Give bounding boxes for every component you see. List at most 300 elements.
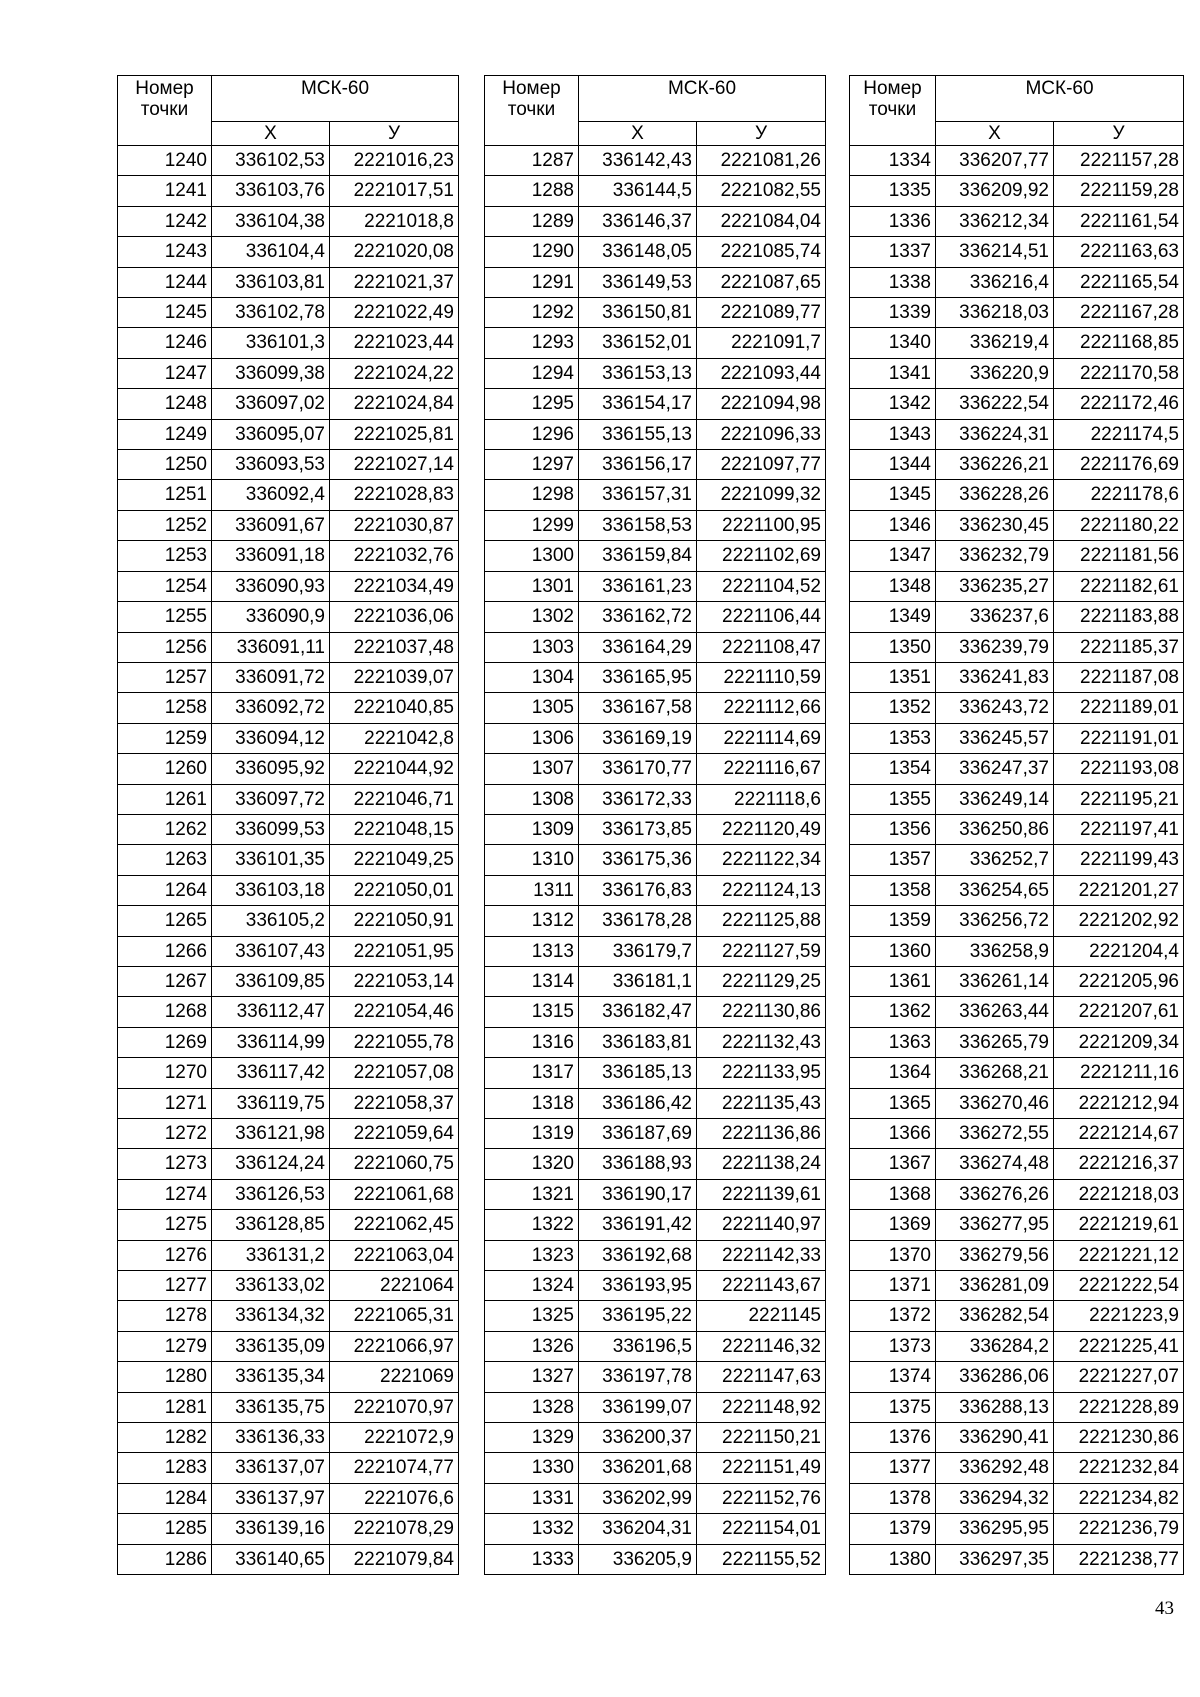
point-number-cell: 1343	[850, 419, 936, 449]
point-number-cell: 1353	[850, 723, 936, 753]
x-coordinate-cell: 336136,33	[212, 1423, 330, 1453]
table-row	[118, 298, 459, 328]
point-number-cell: 1293	[485, 328, 579, 358]
x-coordinate-cell: 336224,31	[936, 419, 1054, 449]
y-coordinate-cell: 2221195,21	[1054, 784, 1184, 814]
x-coordinate-cell: 336222,54	[936, 389, 1054, 419]
point-number-cell: 1351	[850, 662, 936, 692]
table-row	[850, 662, 1184, 692]
y-coordinate-cell: 2221036,06	[330, 602, 459, 632]
table-row	[118, 450, 459, 480]
point-number-cell: 1337	[850, 237, 936, 267]
x-coordinate-cell: 336232,79	[936, 541, 1054, 571]
point-number-cell: 1375	[850, 1392, 936, 1422]
x-coordinate-cell: 336150,81	[579, 298, 697, 328]
table-row	[850, 754, 1184, 784]
y-coordinate-cell: 2221221,12	[1054, 1240, 1184, 1270]
x-coordinate-cell: 336155,13	[579, 419, 697, 449]
table-row	[850, 176, 1184, 206]
x-coordinate-cell: 336261,14	[936, 966, 1054, 996]
point-number-cell: 1363	[850, 1027, 936, 1057]
point-number-cell: 1277	[118, 1271, 212, 1301]
coord-table-1	[117, 75, 459, 1575]
y-coordinate-cell: 2221130,86	[697, 997, 826, 1027]
point-number-cell: 1318	[485, 1088, 579, 1118]
point-number-cell: 1362	[850, 997, 936, 1027]
point-number-cell: 1320	[485, 1149, 579, 1179]
table-row	[118, 1240, 459, 1270]
point-number-cell: 1367	[850, 1149, 936, 1179]
x-coordinate-cell: 336099,53	[212, 814, 330, 844]
point-number-cell: 1332	[485, 1514, 579, 1544]
y-coordinate-cell: 2221099,32	[697, 480, 826, 510]
table-row	[118, 1544, 459, 1574]
y-coordinate-cell: 2221023,44	[330, 328, 459, 358]
point-number-cell: 1274	[118, 1179, 212, 1209]
table-row	[485, 784, 826, 814]
x-coordinate-cell: 336292,48	[936, 1453, 1054, 1483]
x-coordinate-cell: 336270,46	[936, 1088, 1054, 1118]
point-number-cell: 1242	[118, 206, 212, 236]
point-number-cell: 1368	[850, 1179, 936, 1209]
x-coordinate-cell: 336192,68	[579, 1240, 697, 1270]
x-coordinate-cell: 336200,37	[579, 1423, 697, 1453]
x-coordinate-cell: 336282,54	[936, 1301, 1054, 1331]
table-row	[850, 1544, 1184, 1574]
header-y: У	[330, 122, 459, 146]
point-number-cell: 1344	[850, 450, 936, 480]
y-coordinate-cell: 2221097,77	[697, 450, 826, 480]
point-number-cell: 1352	[850, 693, 936, 723]
x-coordinate-cell: 336090,93	[212, 571, 330, 601]
table-row	[850, 1271, 1184, 1301]
x-coordinate-cell: 336188,93	[579, 1149, 697, 1179]
point-number-cell: 1378	[850, 1483, 936, 1513]
table-row	[850, 632, 1184, 662]
y-coordinate-cell: 2221102,69	[697, 541, 826, 571]
point-number-cell: 1338	[850, 267, 936, 297]
x-coordinate-cell: 336204,31	[579, 1514, 697, 1544]
table-row	[118, 784, 459, 814]
point-number-cell: 1364	[850, 1058, 936, 1088]
point-number-cell: 1290	[485, 237, 579, 267]
y-coordinate-cell: 2221178,6	[1054, 480, 1184, 510]
x-coordinate-cell: 336214,51	[936, 237, 1054, 267]
table-row	[850, 328, 1184, 358]
x-coordinate-cell: 336104,4	[212, 237, 330, 267]
table-row	[850, 784, 1184, 814]
y-coordinate-cell: 2221176,69	[1054, 450, 1184, 480]
point-number-cell: 1310	[485, 845, 579, 875]
table-row	[850, 237, 1184, 267]
table-row	[118, 632, 459, 662]
point-number-cell: 1258	[118, 693, 212, 723]
y-coordinate-cell: 2221165,54	[1054, 267, 1184, 297]
table-row	[118, 1058, 459, 1088]
x-coordinate-cell: 336101,3	[212, 328, 330, 358]
y-coordinate-cell: 2221148,92	[697, 1392, 826, 1422]
y-coordinate-cell: 2221167,28	[1054, 298, 1184, 328]
point-number-cell: 1297	[485, 450, 579, 480]
point-number-cell: 1342	[850, 389, 936, 419]
table-row	[850, 389, 1184, 419]
table-row	[485, 1544, 826, 1574]
y-coordinate-cell: 2221058,37	[330, 1088, 459, 1118]
table-row	[850, 146, 1184, 176]
point-number-cell: 1291	[485, 267, 579, 297]
y-coordinate-cell: 2221053,14	[330, 966, 459, 996]
y-coordinate-cell: 2221155,52	[697, 1544, 826, 1574]
point-number-cell: 1312	[485, 906, 579, 936]
x-coordinate-cell: 336195,22	[579, 1301, 697, 1331]
x-coordinate-cell: 336165,95	[579, 662, 697, 692]
y-coordinate-cell: 2221201,27	[1054, 875, 1184, 905]
table-row	[485, 1514, 826, 1544]
table-row	[118, 1271, 459, 1301]
point-number-cell: 1360	[850, 936, 936, 966]
point-number-cell: 1330	[485, 1453, 579, 1483]
x-coordinate-cell: 336142,43	[579, 146, 697, 176]
y-coordinate-cell: 2221139,61	[697, 1179, 826, 1209]
table-row	[850, 1240, 1184, 1270]
x-coordinate-cell: 336239,79	[936, 632, 1054, 662]
y-coordinate-cell: 2221168,85	[1054, 328, 1184, 358]
y-coordinate-cell: 2221089,77	[697, 298, 826, 328]
x-coordinate-cell: 336137,07	[212, 1453, 330, 1483]
y-coordinate-cell: 2221223,9	[1054, 1301, 1184, 1331]
point-number-cell: 1292	[485, 298, 579, 328]
header-coordinate-system: МСК-60	[212, 76, 459, 122]
y-coordinate-cell: 2221093,44	[697, 358, 826, 388]
point-number-cell: 1250	[118, 450, 212, 480]
point-number-cell: 1281	[118, 1392, 212, 1422]
x-coordinate-cell: 336101,35	[212, 845, 330, 875]
point-number-cell: 1276	[118, 1240, 212, 1270]
point-number-cell: 1299	[485, 510, 579, 540]
header-point-number: Номер точки	[485, 76, 579, 146]
x-coordinate-cell: 336152,01	[579, 328, 697, 358]
x-coordinate-cell: 336191,42	[579, 1210, 697, 1240]
point-number-cell: 1366	[850, 1119, 936, 1149]
point-number-cell: 1279	[118, 1331, 212, 1361]
x-coordinate-cell: 336297,35	[936, 1544, 1054, 1574]
point-number-cell: 1339	[850, 298, 936, 328]
table-row	[485, 571, 826, 601]
y-coordinate-cell: 2221118,6	[697, 784, 826, 814]
point-number-cell: 1270	[118, 1058, 212, 1088]
x-coordinate-cell: 336148,05	[579, 237, 697, 267]
x-coordinate-cell: 336249,14	[936, 784, 1054, 814]
x-coordinate-cell: 336241,83	[936, 662, 1054, 692]
y-coordinate-cell: 2221054,46	[330, 997, 459, 1027]
y-coordinate-cell: 2221174,5	[1054, 419, 1184, 449]
x-coordinate-cell: 336263,44	[936, 997, 1054, 1027]
y-coordinate-cell: 2221065,31	[330, 1301, 459, 1331]
point-number-cell: 1380	[850, 1544, 936, 1574]
x-coordinate-cell: 336119,75	[212, 1088, 330, 1118]
point-number-cell: 1295	[485, 389, 579, 419]
y-coordinate-cell: 2221096,33	[697, 419, 826, 449]
table-row	[118, 328, 459, 358]
table-row	[850, 966, 1184, 996]
x-coordinate-cell: 336105,2	[212, 906, 330, 936]
table-row	[118, 389, 459, 419]
y-coordinate-cell: 2221211,16	[1054, 1058, 1184, 1088]
table-row	[485, 693, 826, 723]
x-coordinate-cell: 336235,27	[936, 571, 1054, 601]
x-coordinate-cell: 336196,5	[579, 1331, 697, 1361]
x-coordinate-cell: 336159,84	[579, 541, 697, 571]
point-number-cell: 1356	[850, 814, 936, 844]
y-coordinate-cell: 2221110,59	[697, 662, 826, 692]
point-number-cell: 1278	[118, 1301, 212, 1331]
y-coordinate-cell: 2221024,22	[330, 358, 459, 388]
x-coordinate-cell: 336209,92	[936, 176, 1054, 206]
x-coordinate-cell: 336197,78	[579, 1362, 697, 1392]
table-row	[850, 1210, 1184, 1240]
table-row	[118, 541, 459, 571]
y-coordinate-cell: 2221234,82	[1054, 1483, 1184, 1513]
table-row	[118, 997, 459, 1027]
table-row	[850, 1027, 1184, 1057]
y-coordinate-cell: 2221151,49	[697, 1453, 826, 1483]
table-row	[118, 1210, 459, 1240]
x-coordinate-cell: 336170,77	[579, 754, 697, 784]
table-row	[118, 754, 459, 784]
point-number-cell: 1272	[118, 1119, 212, 1149]
table-row	[118, 602, 459, 632]
table-row	[485, 1149, 826, 1179]
point-number-cell: 1365	[850, 1088, 936, 1118]
y-coordinate-cell: 2221039,07	[330, 662, 459, 692]
y-coordinate-cell: 2221048,15	[330, 814, 459, 844]
x-coordinate-cell: 336228,26	[936, 480, 1054, 510]
table-row	[485, 206, 826, 236]
y-coordinate-cell: 2221028,83	[330, 480, 459, 510]
x-coordinate-cell: 336245,57	[936, 723, 1054, 753]
table-row	[850, 206, 1184, 236]
y-coordinate-cell: 2221214,67	[1054, 1119, 1184, 1149]
point-number-cell: 1241	[118, 176, 212, 206]
table-row	[850, 510, 1184, 540]
point-number-cell: 1335	[850, 176, 936, 206]
y-coordinate-cell: 2221042,8	[330, 723, 459, 753]
y-coordinate-cell: 2221238,77	[1054, 1544, 1184, 1574]
x-coordinate-cell: 336276,26	[936, 1179, 1054, 1209]
y-coordinate-cell: 2221146,32	[697, 1331, 826, 1361]
y-coordinate-cell: 2221027,14	[330, 450, 459, 480]
table-row	[850, 1058, 1184, 1088]
x-coordinate-cell: 336183,81	[579, 1027, 697, 1057]
x-coordinate-cell: 336137,97	[212, 1483, 330, 1513]
y-coordinate-cell: 2221183,88	[1054, 602, 1184, 632]
y-coordinate-cell: 2221059,64	[330, 1119, 459, 1149]
point-number-cell: 1283	[118, 1453, 212, 1483]
y-coordinate-cell: 2221021,37	[330, 267, 459, 297]
table-row	[850, 298, 1184, 328]
y-coordinate-cell: 2221049,25	[330, 845, 459, 875]
point-number-cell: 1287	[485, 146, 579, 176]
y-coordinate-cell: 2221108,47	[697, 632, 826, 662]
x-coordinate-cell: 336090,9	[212, 602, 330, 632]
x-coordinate-cell: 336144,5	[579, 176, 697, 206]
x-coordinate-cell: 336126,53	[212, 1179, 330, 1209]
x-coordinate-cell: 336135,75	[212, 1392, 330, 1422]
y-coordinate-cell: 2221051,95	[330, 936, 459, 966]
y-coordinate-cell: 2221017,51	[330, 176, 459, 206]
x-coordinate-cell: 336154,17	[579, 389, 697, 419]
table-row	[850, 602, 1184, 632]
table-row	[850, 571, 1184, 601]
y-coordinate-cell: 2221046,71	[330, 784, 459, 814]
table-row	[850, 1514, 1184, 1544]
x-coordinate-cell: 336134,32	[212, 1301, 330, 1331]
y-coordinate-cell: 2221100,95	[697, 510, 826, 540]
table-row	[118, 693, 459, 723]
x-coordinate-cell: 336290,41	[936, 1423, 1054, 1453]
point-number-cell: 1369	[850, 1210, 936, 1240]
y-coordinate-cell: 2221132,43	[697, 1027, 826, 1057]
table-row	[118, 206, 459, 236]
x-coordinate-cell: 336193,95	[579, 1271, 697, 1301]
table-row	[485, 997, 826, 1027]
point-number-cell: 1328	[485, 1392, 579, 1422]
y-coordinate-cell: 2221076,6	[330, 1483, 459, 1513]
point-number-cell: 1329	[485, 1423, 579, 1453]
x-coordinate-cell: 336128,85	[212, 1210, 330, 1240]
table-row	[118, 176, 459, 206]
y-coordinate-cell: 2221079,84	[330, 1544, 459, 1574]
x-coordinate-cell: 336112,47	[212, 997, 330, 1027]
y-coordinate-cell: 2221182,61	[1054, 571, 1184, 601]
coord-table-3	[849, 75, 1184, 1575]
header-x: Х	[936, 122, 1054, 146]
table-row	[118, 723, 459, 753]
table-row	[118, 875, 459, 905]
point-number-cell: 1244	[118, 267, 212, 297]
header-coordinate-system: МСК-60	[579, 76, 826, 122]
header-y: У	[697, 122, 826, 146]
header-coordinate-system: МСК-60	[936, 76, 1184, 122]
point-number-cell: 1350	[850, 632, 936, 662]
point-number-cell: 1331	[485, 1483, 579, 1513]
y-coordinate-cell: 2221020,08	[330, 237, 459, 267]
y-coordinate-cell: 2221205,96	[1054, 966, 1184, 996]
y-coordinate-cell: 2221154,01	[697, 1514, 826, 1544]
y-coordinate-cell: 2221085,74	[697, 237, 826, 267]
point-number-cell: 1296	[485, 419, 579, 449]
x-coordinate-cell: 336185,13	[579, 1058, 697, 1088]
y-coordinate-cell: 2221116,67	[697, 754, 826, 784]
table-row	[118, 1483, 459, 1513]
x-coordinate-cell: 336207,77	[936, 146, 1054, 176]
table-row	[485, 814, 826, 844]
table-row	[485, 1483, 826, 1513]
x-coordinate-cell: 336281,09	[936, 1271, 1054, 1301]
point-number-cell: 1303	[485, 632, 579, 662]
y-coordinate-cell: 2221061,68	[330, 1179, 459, 1209]
point-number-cell: 1304	[485, 662, 579, 692]
table-row	[850, 693, 1184, 723]
y-coordinate-cell: 2221018,8	[330, 206, 459, 236]
y-coordinate-cell: 2221207,61	[1054, 997, 1184, 1027]
y-coordinate-cell: 2221145	[697, 1301, 826, 1331]
point-number-cell: 1302	[485, 602, 579, 632]
x-coordinate-cell: 336092,72	[212, 693, 330, 723]
point-number-cell: 1265	[118, 906, 212, 936]
x-coordinate-cell: 336167,58	[579, 693, 697, 723]
table-row	[485, 1027, 826, 1057]
point-number-cell: 1253	[118, 541, 212, 571]
y-coordinate-cell: 2221138,24	[697, 1149, 826, 1179]
y-coordinate-cell: 2221219,61	[1054, 1210, 1184, 1240]
y-coordinate-cell: 2221222,54	[1054, 1271, 1184, 1301]
table-row	[118, 510, 459, 540]
y-coordinate-cell: 2221212,94	[1054, 1088, 1184, 1118]
point-number-cell: 1361	[850, 966, 936, 996]
y-coordinate-cell: 2221163,63	[1054, 237, 1184, 267]
y-coordinate-cell: 2221147,63	[697, 1362, 826, 1392]
x-coordinate-cell: 336202,99	[579, 1483, 697, 1513]
x-coordinate-cell: 336146,37	[579, 206, 697, 236]
table-row	[485, 1362, 826, 1392]
y-coordinate-cell: 2221034,49	[330, 571, 459, 601]
header-point-number: Номер точки	[850, 76, 936, 146]
y-coordinate-cell: 2221218,03	[1054, 1179, 1184, 1209]
table-row	[485, 1119, 826, 1149]
point-number-cell: 1370	[850, 1240, 936, 1270]
y-coordinate-cell: 2221170,58	[1054, 358, 1184, 388]
y-coordinate-cell: 2221044,92	[330, 754, 459, 784]
x-coordinate-cell: 336131,2	[212, 1240, 330, 1270]
y-coordinate-cell: 2221087,65	[697, 267, 826, 297]
table-row	[118, 906, 459, 936]
y-coordinate-cell: 2221032,76	[330, 541, 459, 571]
table-row	[118, 571, 459, 601]
y-coordinate-cell: 2221225,41	[1054, 1331, 1184, 1361]
y-coordinate-cell: 2221227,07	[1054, 1362, 1184, 1392]
table-row	[118, 814, 459, 844]
y-coordinate-cell: 2221104,52	[697, 571, 826, 601]
y-coordinate-cell: 2221063,04	[330, 1240, 459, 1270]
x-coordinate-cell: 336091,11	[212, 632, 330, 662]
x-coordinate-cell: 336205,9	[579, 1544, 697, 1574]
x-coordinate-cell: 336161,23	[579, 571, 697, 601]
x-coordinate-cell: 336265,79	[936, 1027, 1054, 1057]
y-coordinate-cell: 2221074,77	[330, 1453, 459, 1483]
table-row	[850, 1483, 1184, 1513]
y-coordinate-cell: 2221081,26	[697, 146, 826, 176]
point-number-cell: 1326	[485, 1331, 579, 1361]
point-number-cell: 1301	[485, 571, 579, 601]
x-coordinate-cell: 336268,21	[936, 1058, 1054, 1088]
y-coordinate-cell: 2221022,49	[330, 298, 459, 328]
y-coordinate-cell: 2221161,54	[1054, 206, 1184, 236]
table-row	[118, 267, 459, 297]
table-row	[850, 1423, 1184, 1453]
point-number-cell: 1355	[850, 784, 936, 814]
point-number-cell: 1300	[485, 541, 579, 571]
y-coordinate-cell: 2221084,04	[697, 206, 826, 236]
x-coordinate-cell: 336093,53	[212, 450, 330, 480]
table-row	[118, 480, 459, 510]
table-row	[485, 602, 826, 632]
x-coordinate-cell: 336247,37	[936, 754, 1054, 784]
point-number-cell: 1371	[850, 1271, 936, 1301]
point-number-cell: 1372	[850, 1301, 936, 1331]
point-number-cell: 1345	[850, 480, 936, 510]
x-coordinate-cell: 336162,72	[579, 602, 697, 632]
